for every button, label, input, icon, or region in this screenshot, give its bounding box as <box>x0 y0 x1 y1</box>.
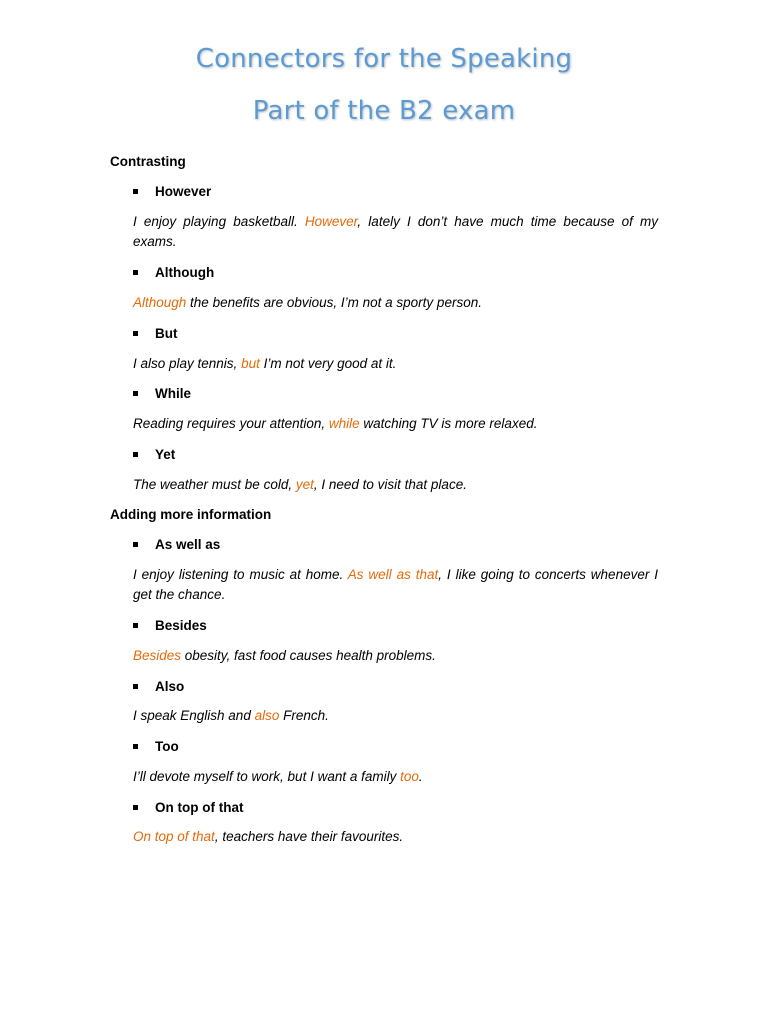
example-text: I’ll devote myself to work, but I want a family <box>133 769 401 784</box>
example-sentence <box>133 354 658 374</box>
example-text: , teachers have their favourites. <box>214 829 404 844</box>
bullet-icon <box>133 542 138 547</box>
connector-label: But <box>155 326 178 341</box>
example-text: watching TV is more relaxed. <box>359 416 538 431</box>
connector-label: As well as <box>155 537 221 552</box>
connector-item <box>133 326 178 341</box>
bullet-icon <box>133 744 138 749</box>
connector-highlight: while <box>328 416 360 431</box>
connector-label: Besides <box>155 618 207 633</box>
connector-highlight: Although <box>133 295 187 310</box>
connector-item <box>133 386 191 401</box>
example-text: Reading requires your attention, <box>133 416 329 431</box>
connector-highlight: too <box>400 769 419 784</box>
connector-label: Yet <box>155 447 176 462</box>
example-text: . <box>418 769 423 784</box>
example-sentence <box>133 767 658 787</box>
example-sentence <box>133 475 658 495</box>
connector-highlight: also <box>254 708 280 723</box>
connector-item <box>133 265 214 280</box>
example-sentence <box>133 293 658 313</box>
connector-item <box>133 537 220 552</box>
bullet-icon <box>133 452 138 457</box>
example-text: , I like going to concerts whenever I get the chance. <box>133 567 658 602</box>
example-text: I’m not very good at it. <box>259 356 397 371</box>
bullet-icon <box>133 391 138 396</box>
example-text: I enjoy listening to music at home. <box>133 567 348 582</box>
bullet-icon <box>133 270 138 275</box>
example-sentence <box>133 706 658 726</box>
example-text: I enjoy playing basketball. <box>133 214 305 229</box>
bullet-icon <box>133 623 138 628</box>
example-text: , I need to visit that place. <box>313 477 467 492</box>
connector-item <box>133 800 243 815</box>
connector-item <box>133 184 211 199</box>
connector-item <box>133 739 179 754</box>
bullet-icon <box>133 684 138 689</box>
example-text: , lately I don’t have much time because of my exams. <box>133 214 658 249</box>
connector-highlight: but <box>241 356 260 371</box>
example-text: The weather must be cold, <box>133 477 296 492</box>
connector-label: Also <box>155 679 185 694</box>
example-text: the benefits are obvious, I’m not a sporty person. <box>186 295 482 310</box>
example-text: obesity, fast food causes health problems. <box>181 648 436 663</box>
example-text: I also play tennis, <box>133 356 242 371</box>
section-heading-contrasting: Contrasting <box>110 154 186 169</box>
bullet-icon <box>133 805 138 810</box>
connector-label: Too <box>155 739 179 754</box>
connector-label: While <box>155 386 191 401</box>
connector-highlight: Besides <box>133 648 182 663</box>
connector-highlight: yet <box>295 477 314 492</box>
connector-item <box>133 679 184 694</box>
example-text: I speak English and <box>133 708 255 723</box>
connector-highlight: As well as that <box>347 567 439 582</box>
connector-item <box>133 447 175 462</box>
example-sentence <box>133 827 658 847</box>
connector-item <box>133 618 207 633</box>
example-text: French. <box>279 708 329 723</box>
connector-label: Although <box>155 265 215 280</box>
bullet-icon <box>133 331 138 336</box>
example-sentence <box>133 212 658 252</box>
connector-label: However <box>155 184 212 199</box>
example-sentence <box>133 565 658 605</box>
connector-highlight: On top of that <box>133 829 215 844</box>
document-title-line-1: Connectors for the Speaking <box>195 44 573 74</box>
connector-label: On top of that <box>155 800 244 815</box>
example-sentence <box>133 646 658 666</box>
connector-highlight: However <box>304 214 358 229</box>
bullet-icon <box>133 189 138 194</box>
document-title-line-2: Part of the B2 exam <box>252 96 516 126</box>
example-sentence <box>133 414 658 434</box>
section-heading-adding-more-information: Adding more information <box>110 507 272 522</box>
